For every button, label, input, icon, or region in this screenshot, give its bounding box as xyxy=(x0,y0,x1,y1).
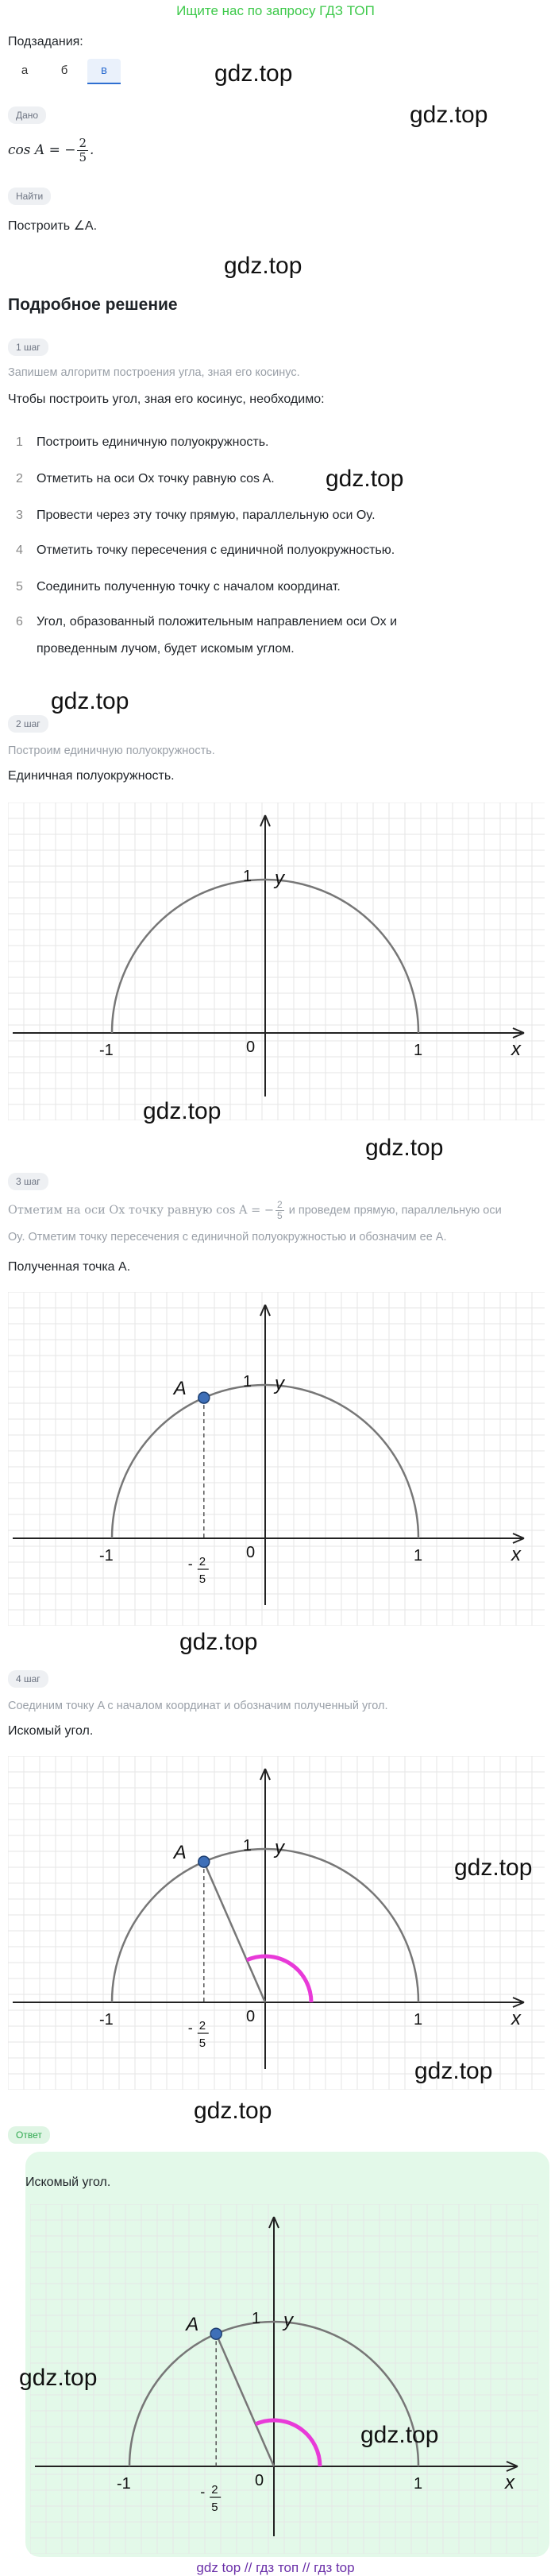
given-fraction: $\frac{2}{5}$ xyxy=(79,136,87,164)
origin-label: 0 xyxy=(255,2472,264,2489)
x-tick-label: 1 xyxy=(414,1547,423,1565)
watermark: gdz.top xyxy=(19,2365,98,2391)
solution-title: Подробное решение xyxy=(8,296,178,314)
watermark: gdz.top xyxy=(214,60,293,87)
step-2-caption: Единичная полуокружность. xyxy=(8,769,175,783)
y-axis-label: y xyxy=(283,2310,293,2331)
y-tick-label: 1 xyxy=(252,2310,261,2327)
angle-arc xyxy=(256,2420,320,2466)
cos-numerator: 2 xyxy=(211,2483,218,2497)
graph-answer xyxy=(30,2204,538,2554)
step-1-item: 4 Отметить точку пересечения с единичной полуокружностью. xyxy=(16,543,395,557)
find-text: Построить ∠A. xyxy=(8,219,98,233)
cos-minus: - xyxy=(187,1556,193,1572)
cos-denominator: 5 xyxy=(198,2036,206,2050)
step-3-intro-a: Отметим на оси Ox точку равную cos A = − xyxy=(8,1204,275,1217)
step-3-intro-c: Oy. Отметим точку пересечения с единичной полуокружностью и обозначим ее A. xyxy=(8,1231,447,1244)
point-a xyxy=(210,2328,222,2339)
step-4-intro: Соединим точку A с началом координат и обозначим полученный угол. xyxy=(8,1700,388,1712)
watermark: gdz.top xyxy=(360,2422,439,2448)
x-tick-label: -1 xyxy=(99,2011,114,2029)
cos-denominator: 5 xyxy=(211,2501,218,2514)
graph-unit-semicircle xyxy=(8,803,545,1120)
x-tick-label: -1 xyxy=(117,2475,131,2493)
watermark: gdz.top xyxy=(414,2058,493,2084)
x-axis-label: x xyxy=(511,1544,521,1565)
step-2-intro: Построим единичную полуокружность. xyxy=(8,745,215,757)
graph-angle xyxy=(8,1756,545,2090)
x-axis-label: x xyxy=(511,2008,521,2029)
answer-caption: Искомый угол. xyxy=(25,2176,111,2189)
point-a-label: A xyxy=(173,1842,187,1864)
find-badge: Найти xyxy=(8,188,51,205)
x-tick-label: 1 xyxy=(414,1042,423,1059)
answer-badge: Ответ xyxy=(8,2126,50,2144)
watermark: gdz.top xyxy=(224,253,302,279)
x-tick-label: 1 xyxy=(414,2475,423,2493)
x-axis-label: x xyxy=(511,1039,521,1060)
ray-oa xyxy=(216,2334,274,2466)
step-4-caption: Искомый угол. xyxy=(8,1724,94,1738)
y-axis-label: y xyxy=(275,868,284,889)
y-tick-label: 1 xyxy=(243,1373,252,1390)
tab-subtask-v[interactable]: в xyxy=(87,59,121,84)
search-banner[interactable]: Ищите нас по запросу ГДЗ ТОП xyxy=(176,3,375,18)
watermark: gdz.top xyxy=(179,1629,258,1655)
given-formula: cos A = − $\frac{2}{5}$ . xyxy=(8,136,94,164)
cos-numerator: 2 xyxy=(198,1555,206,1568)
watermark: gdz.top xyxy=(143,1098,222,1124)
step-1-item: 3 Провести через эту точку прямую, параллельную оси Oy. xyxy=(16,509,376,522)
footer-links[interactable]: gdz top // гдз топ // гдз top xyxy=(196,2560,355,2575)
graph-point-a xyxy=(8,1292,545,1626)
watermark: gdz.top xyxy=(194,2098,272,2124)
cos-minus: - xyxy=(200,2484,206,2500)
subtask-tabs xyxy=(8,59,121,84)
origin-label: 0 xyxy=(246,2008,256,2025)
watermark: gdz.top xyxy=(454,1855,533,1881)
y-tick-label: 1 xyxy=(243,1837,252,1855)
step-1-item: 5 Соединить полученную точку с началом координат. xyxy=(16,580,341,594)
cos-numerator: 2 xyxy=(198,2019,206,2033)
step-1-item-6-cont: проведенным лучом, будет искомым углом. xyxy=(37,642,295,656)
point-a-label: A xyxy=(173,1378,187,1400)
given-badge: Дано xyxy=(8,106,46,124)
origin-label: 0 xyxy=(246,1544,256,1561)
x-axis-label: x xyxy=(505,2472,514,2493)
watermark: gdz.top xyxy=(326,466,404,492)
origin-label: 0 xyxy=(246,1039,256,1056)
y-axis-label: y xyxy=(275,1837,284,1859)
subtasks-label: Подзадания: xyxy=(8,35,83,48)
tab-subtask-a[interactable]: а xyxy=(21,64,29,77)
angle-arc xyxy=(247,1956,311,2002)
step-1-item: 1 Построить единичную полуокружность. xyxy=(16,435,269,449)
step-3-intro-b: и проведем прямую, параллельную оси xyxy=(288,1204,502,1217)
step-1-badge: 1 шаг xyxy=(8,338,48,356)
x-tick-label: 1 xyxy=(414,2011,423,2029)
cos-minus: - xyxy=(187,2020,193,2036)
step-1-item: 6 Угол, образованный положительным направлением оси Ox и xyxy=(16,615,398,629)
cos-denominator: 5 xyxy=(198,1572,206,1586)
point-a xyxy=(198,1856,210,1867)
step-3-caption: Полученная точка A. xyxy=(8,1260,131,1274)
step-4-badge: 4 шаг xyxy=(8,1670,48,1688)
step-3-fraction: $\frac{2}{5}$ xyxy=(277,1199,283,1221)
watermark: gdz.top xyxy=(365,1135,444,1161)
tab-subtask-b[interactable]: б xyxy=(60,64,68,77)
watermark: gdz.top xyxy=(410,102,488,128)
step-1-lead: Чтобы построить угол, зная его косинус, необходимо: xyxy=(8,393,325,406)
point-a-label: A xyxy=(186,2314,199,2336)
given-lhs: cos A = − xyxy=(8,142,76,158)
step-3-intro xyxy=(8,1200,541,1221)
step-1-item: 2 Отметить на оси Ox точку равную cos A. xyxy=(16,472,275,485)
step-2-badge: 2 шаг xyxy=(8,715,48,733)
x-tick-label: -1 xyxy=(99,1042,114,1059)
x-tick-label: -1 xyxy=(99,1547,114,1565)
point-a xyxy=(198,1392,210,1403)
step-1-intro: Запишем алгоритм построения угла, зная его косинус. xyxy=(8,366,300,379)
y-tick-label: 1 xyxy=(243,868,252,885)
watermark: gdz.top xyxy=(51,688,129,714)
y-axis-label: y xyxy=(275,1373,284,1394)
step-3-badge: 3 шаг xyxy=(8,1173,48,1190)
